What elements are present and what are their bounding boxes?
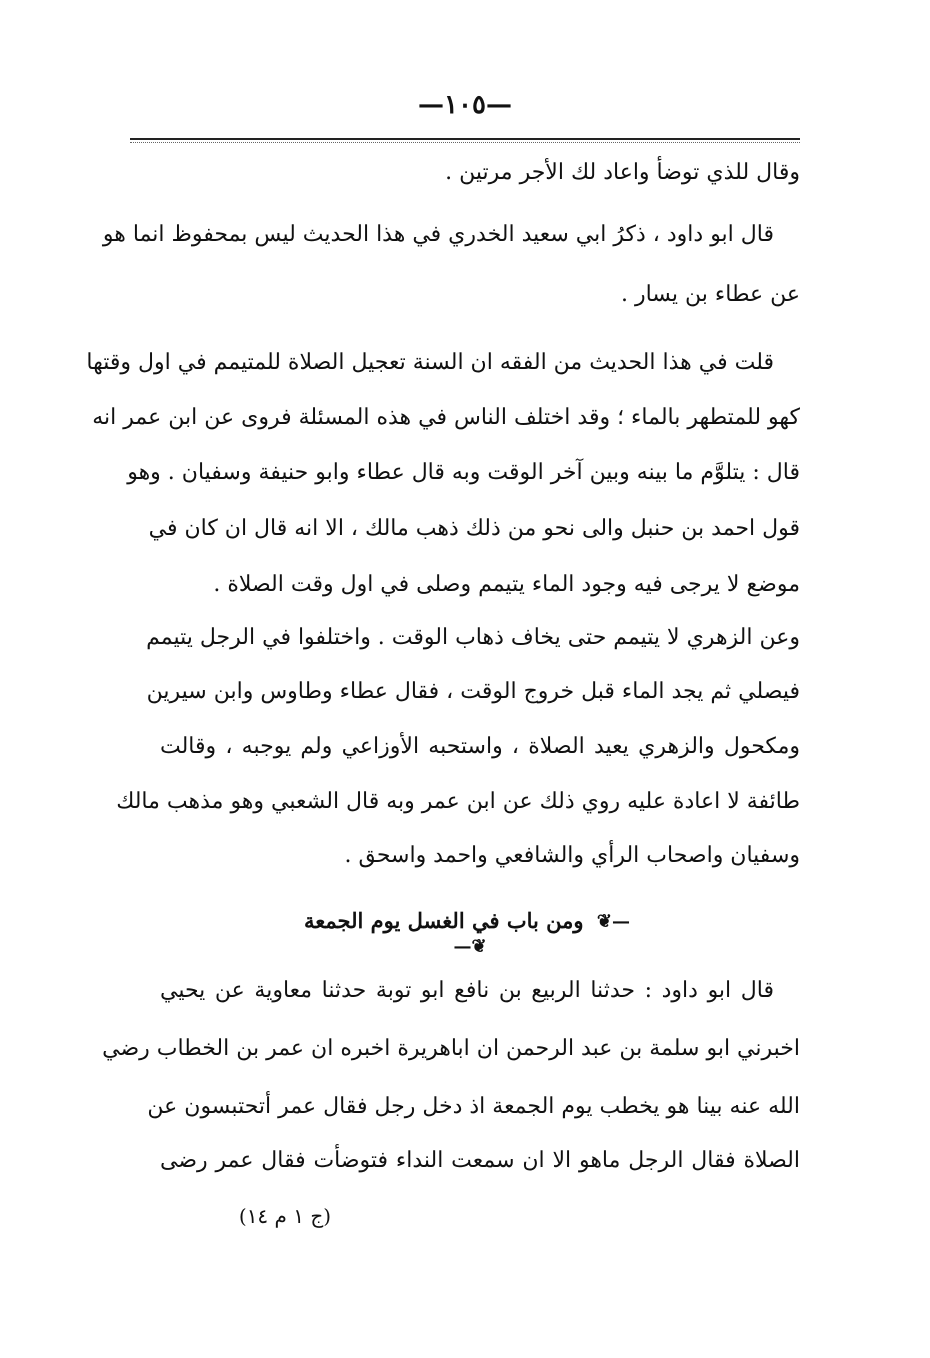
section-title-text: ومن باب في الغسل يوم الجمعة [304,908,584,933]
text-line: اخبرني ابو سلمة بن عبد الرحمن ان اباهريرة اخبره ان عمر بن الخطاب رضي [102,1036,800,1061]
header-rule-dotted [130,142,800,143]
text-line: فيصلي ثم يجد الماء قبل خروج الوقت ، فقال عطاء وطاوس وابن سيرين [146,679,800,704]
ornament-right-icon: —❦ [596,911,630,932]
text-line: وعن الزهري لا يتيمم حتى يخاف ذهاب الوقت . واختلفوا في الرجل يتيمم [146,625,800,650]
page-number: —١٠٥— [418,90,512,120]
text-line: ومكحول والزهري يعيد الصلاة ، واستحبه الأوزاعي ولم يوجبه ، وقالت [160,734,800,759]
text-line: طائفة لا اعادة عليه روي ذلك عن ابن عمر وبه قال الشعبي وهو مذهب مالك [116,789,800,814]
section-title [300,908,640,958]
text-line: وقال للذي توضأ واعاد لك الأجر مرتين . [445,160,800,185]
text-line: وسفيان واصحاب الرأي والشافعي واحمد واسحق . [344,843,800,868]
text-line: كهو للمتطهر بالماء ؛ وقد اختلف الناس في هذه المسئلة فروى عن ابن عمر انه [92,405,800,430]
ornament-left-icon: ❦— [453,936,487,957]
text-line: الصلاة فقال الرجل ماهو الا ان سمعت النداء فتوضأت فقال عمر رضى [160,1148,800,1173]
page-header [130,82,800,146]
text-line: قال ابو داود ، ذكرُ ابي سعيد الخدري في هذا الحديث ليس بمحفوظ انما هو [102,222,774,247]
text-line: موضع لا يرجى فيه وجود الماء يتيمم وصلى في اول وقت الصلاة . [213,572,800,597]
text-line: الله عنه بينا هو يخطب يوم الجمعة اذ دخل رجل فقال عمر أتحتبسون عن [147,1094,800,1119]
text-line: عن عطاء بن يسار . [620,282,800,307]
header-rule [130,138,800,140]
text-line: قلت في هذا الحديث من الفقه ان السنة تعجيل الصلاة للمتيمم في اول وقتها [86,350,774,375]
text-line: قال ابو داود : حدثنا الربيع بن نافع ابو توبة حدثنا معاوية عن يحيي [160,978,774,1003]
text-line: قول احمد بن حنبل والى نحو من ذلك ذهب مالك ، الا انه قال ان كان في [148,516,800,541]
signature-mark: (ج ١ م ١٤) [238,1204,332,1228]
text-line: قال : يتلوَّم ما بينه وبين آخر الوقت وبه قال عطاء وابو حنيفة وسفيان . وهو [127,460,800,485]
